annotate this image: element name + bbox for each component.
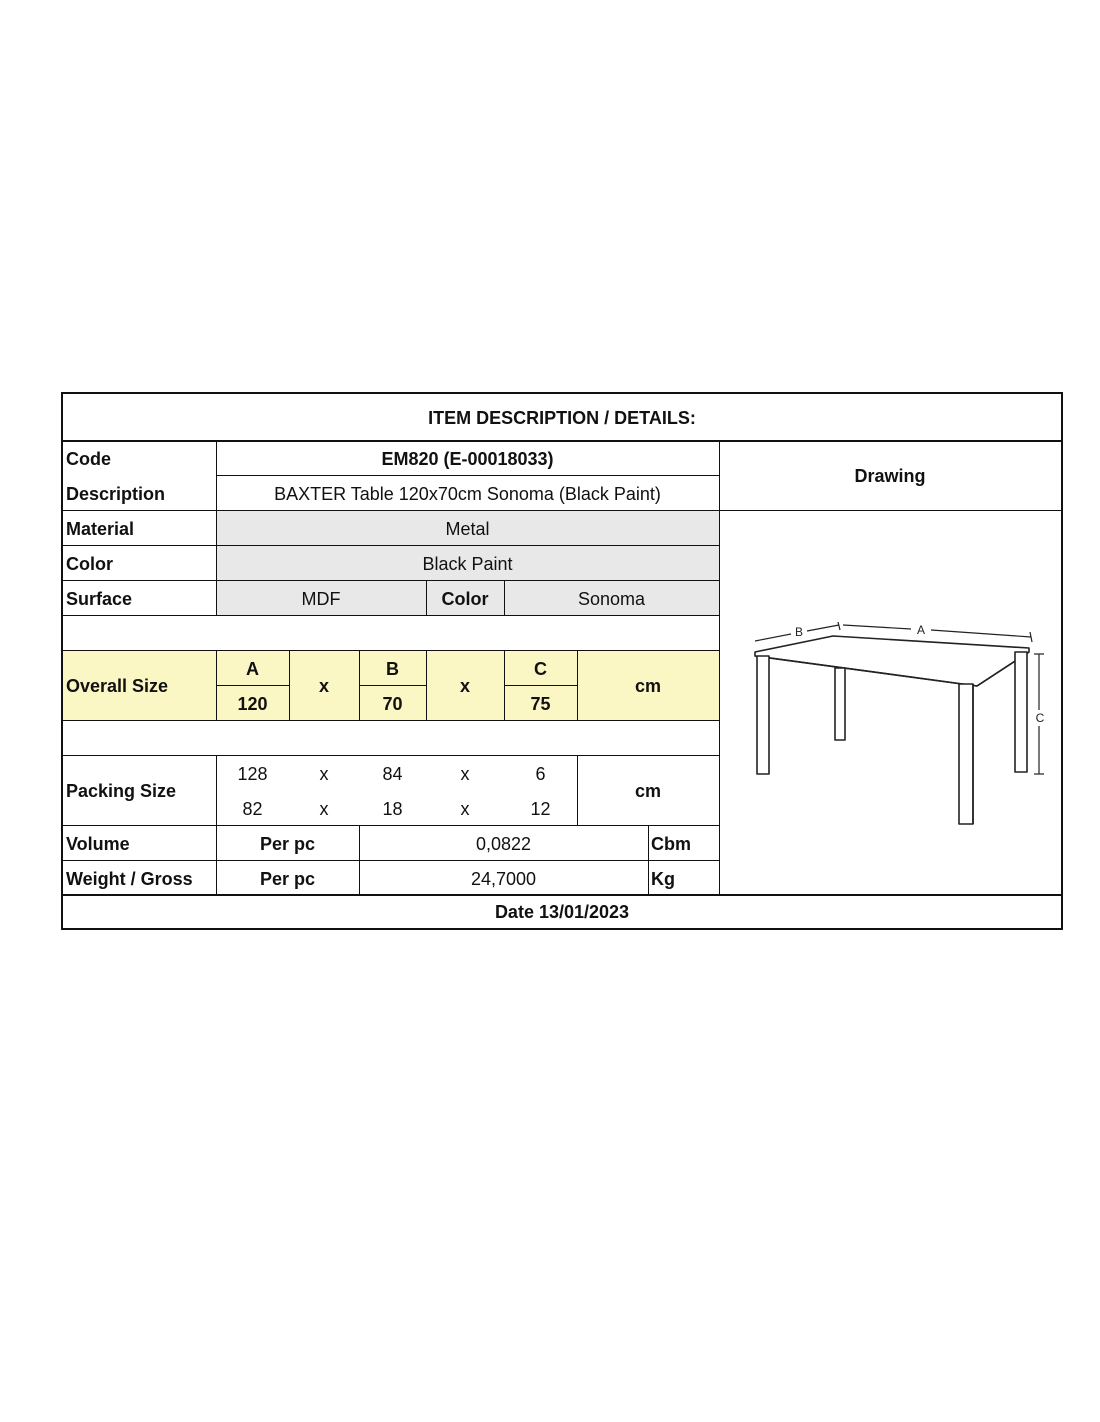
divider [289,651,290,721]
divider [426,651,427,721]
divider [216,685,289,686]
packing-row2-a: 82 [242,798,263,819]
packing-row2-c: 12 [530,798,551,819]
footer-date: Date 13/01/2023 [494,902,630,922]
packing-separator: x [460,798,470,819]
divider [719,441,720,896]
dimension-b-label: B [794,625,804,639]
divider [504,581,505,616]
dimension-c-label: C [1035,711,1045,725]
code-value: EM820 (E-00018033) [381,448,554,469]
divider [359,651,360,721]
surface-color-value: Sonoma [577,588,646,609]
packing-separator: x [319,763,329,784]
divider [63,650,719,651]
weight-unit: Kg [651,868,675,889]
overall-size-header-a: A [246,658,259,679]
item-details-sheet [61,392,1063,930]
divider [63,510,1061,511]
divider [216,756,217,896]
divider [648,826,649,896]
description-value: BAXTER Table 120x70cm Sonoma (Black Paint) [274,483,661,504]
volume-unit: Cbm [651,833,691,854]
material-label: Material [66,518,135,539]
divider [63,720,719,721]
divider [504,685,577,686]
packing-separator: x [319,798,329,819]
divider [216,651,217,721]
overall-size-label: Overall Size [66,676,169,696]
packing-row2-b: 18 [382,798,403,819]
divider [216,475,719,476]
divider [63,615,719,616]
color-value: Black Paint [422,553,513,574]
code-label: Code [66,448,111,469]
packing-row1-a: 128 [237,763,268,784]
overall-size-value-c: 75 [530,693,551,714]
overall-size-header-b: B [386,658,399,679]
material-value: Metal [445,518,490,539]
surface-color-label: Color [441,588,489,609]
divider [63,825,719,826]
sheet-title: ITEM DESCRIPTION / DETAILS: [428,407,696,428]
surface-label: Surface [66,588,133,609]
divider [577,756,578,826]
volume-basis: Per pc [259,833,316,854]
packing-separator: x [460,763,470,784]
divider [63,860,719,861]
packing-size-label: Packing Size [66,781,177,801]
packing-row1-b: 84 [382,763,403,784]
color-label: Color [66,553,113,574]
divider [63,440,1061,442]
drawing-label: Drawing [854,466,926,486]
overall-size-separator: x [459,676,470,696]
divider [426,581,427,616]
volume-label: Volume [66,833,130,854]
divider [63,894,1061,896]
divider [63,580,719,581]
dimension-a-label: A [916,623,926,637]
overall-size-value-b: 70 [382,693,403,714]
weight-basis: Per pc [259,868,316,889]
surface-value: MDF [301,588,341,609]
table-drawing [743,622,1063,842]
divider [216,441,217,616]
description-label: Description [66,483,166,504]
divider [359,826,360,896]
packing-size-unit: cm [634,781,661,801]
overall-size-header-c: C [534,658,547,679]
volume-value: 0,0822 [475,833,532,854]
packing-row1-c: 6 [535,763,546,784]
divider [577,651,578,721]
divider [63,545,719,546]
divider [359,685,426,686]
weight-label: Weight / Gross [66,868,193,889]
divider [63,755,719,756]
divider [504,651,505,721]
overall-size-unit: cm [634,676,661,696]
overall-size-value-a: 120 [237,693,268,714]
overall-size-separator: x [318,676,329,696]
weight-value: 24,7000 [470,868,537,889]
